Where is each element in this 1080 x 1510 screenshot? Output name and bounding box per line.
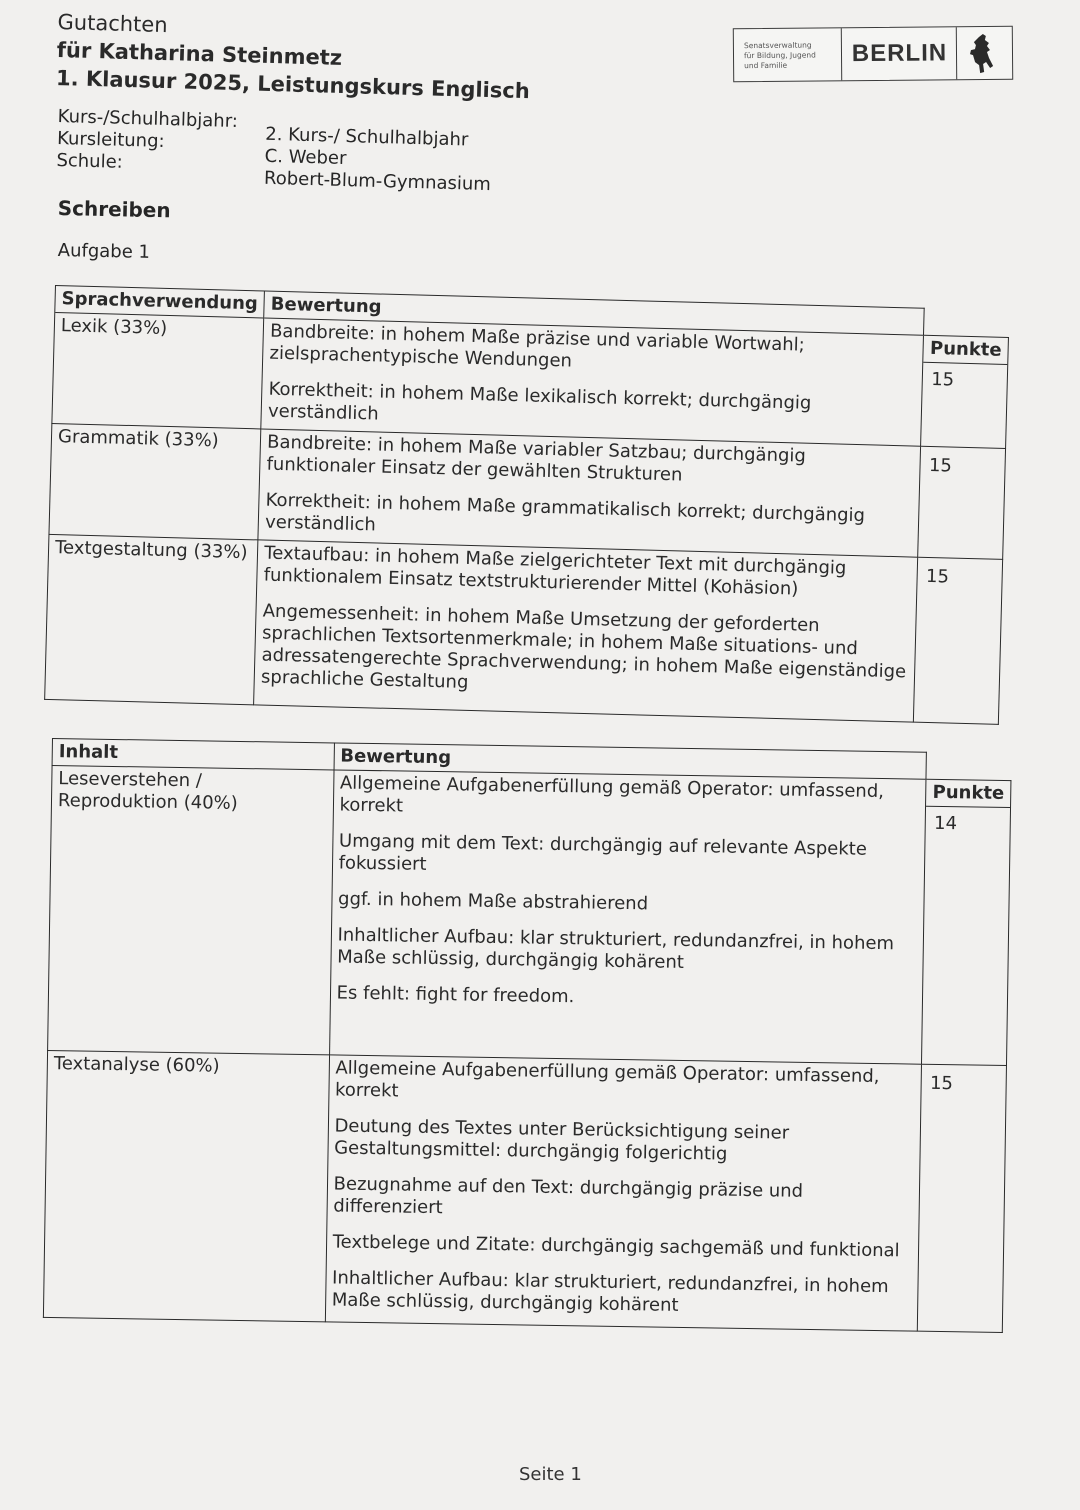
row-assessment	[254, 540, 918, 722]
berlin-logo	[733, 26, 1013, 82]
assessment-item: Korrektheit: in hohem Maße lexikalisch korrekt; durchgängig verständlich	[267, 378, 812, 425]
row-assessment	[325, 1055, 922, 1331]
meta-value: 2. Kurs-/ Schulhalbjahr	[264, 123, 469, 151]
assessment-item: Inhaltlicher Aufbau: klar strukturiert, redundanzfrei, in hohem Maße schlüssig, durchgängig kohärent	[337, 924, 895, 973]
meta-value: C. Weber	[264, 145, 347, 170]
assessment-item: Bezugnahme auf den Text: durchgängig präzise und differenziert	[333, 1173, 804, 1219]
assessment-item: Allgemeine Aufgabenerfüllung gemäß Operator: umfassend, korrekt	[334, 1057, 880, 1102]
row-category: Grammatik (33%)	[49, 423, 261, 539]
page-number: Seite 1	[519, 1464, 582, 1485]
language-assessment-table	[44, 285, 1010, 725]
assessment-item: Textaufbau: in hohem Maße zielgerichteter Text mit durchgängig funktionalem Einsatz textstrukturierender Mittel (Kohäsion)	[263, 542, 847, 600]
row-points	[914, 557, 1003, 724]
column-header-assessment: Bewertung	[334, 743, 927, 779]
logo-line: für Bildung, Jugend	[743, 50, 816, 61]
meta-info	[56, 106, 492, 196]
assessment-item: Korrektheit: in hohem Maße grammatikalisch korrekt; durchgängig verständlich	[264, 489, 866, 536]
content-assessment-table	[43, 738, 1012, 1333]
logo-city: BERLIN	[843, 27, 957, 80]
table-row	[45, 534, 1003, 724]
assessment-item: Es fehlt: fight for freedom.	[336, 982, 575, 1008]
row-points	[922, 779, 1011, 1065]
assessment-items	[326, 1055, 922, 1326]
assessment-items	[259, 429, 921, 556]
points-header: Punkte	[924, 336, 1008, 365]
row-points	[918, 446, 1005, 559]
assessment-item: Bandbreite: in hohem Maße variabler Satzbau; durchgängig funktionaler Einsatz der gewählten Strukturen	[266, 431, 807, 486]
assessment-item: Textbelege und Zitate: durchgängig sachgemäß und funktional	[332, 1231, 900, 1262]
logo-line: Senatsverwaltung	[743, 40, 812, 51]
assessment-item: Bandbreite: in hohem Maße präzise und variable Wortwahl; zielsprachentypische Wendungen	[269, 320, 806, 372]
meta-label: Kurs-/Schulhalbjahr:	[57, 106, 239, 133]
section-title: Schreiben	[57, 196, 171, 223]
table-row	[48, 766, 1011, 1066]
row-category: Textanalyse (60%)	[43, 1050, 329, 1321]
column-header-assessment: Bewertung	[264, 291, 925, 335]
assessment-items	[255, 540, 918, 711]
assessment-item: Umgang mit dem Text: durchgängig auf relevante Aspekte fokussiert	[338, 830, 868, 875]
document-title-block	[56, 8, 532, 105]
points-value: 15	[925, 565, 950, 588]
meta-value: Robert-Blum-Gymnasium	[263, 167, 492, 196]
document-title: Gutachten	[57, 9, 168, 38]
logo-authority-text	[734, 28, 842, 81]
row-category: Lexik (33%)	[52, 313, 264, 429]
exam-title: 1. Klausur 2025, Leistungskurs Englisch	[55, 65, 531, 104]
assessment-item: ggf. in hohem Maße abstrahierend	[337, 888, 649, 915]
column-header-category: Sprachverwendung	[55, 286, 265, 318]
column-header-category: Inhalt	[52, 739, 334, 770]
table-row	[43, 1050, 1006, 1332]
row-points	[921, 335, 1008, 448]
assessment-items	[330, 770, 925, 1019]
assessment-items	[262, 318, 924, 445]
assessment-item: Angemessenheit: in hohem Maße Umsetzung der geforderten sprachlichen Textsortenmerkmale; in hohem Maße situations- und adressatengerechte Sprachverwendung; in hohem Maße eigenständige sprachliche Gestaltung	[260, 600, 907, 693]
points-value: 15	[930, 368, 955, 391]
row-points	[918, 1064, 1007, 1332]
assessment-item: Allgemeine Aufgabenerfüllung gemäß Operator: umfassend, korrekt	[339, 772, 885, 817]
row-assessment	[329, 770, 926, 1064]
meta-label: Schule:	[56, 149, 124, 173]
row-category: Leseverstehen / Reproduktion (40%)	[48, 766, 334, 1055]
points-value: 15	[929, 1072, 954, 1095]
berlin-bear-icon	[957, 27, 1012, 79]
points-header: Punkte	[926, 780, 1010, 808]
row-assessment	[261, 318, 924, 446]
header-spacer	[924, 308, 1009, 337]
task-label: Aufgabe 1	[57, 240, 151, 263]
header-spacer	[926, 752, 1011, 780]
points-value: 15	[928, 454, 953, 477]
row-assessment	[258, 429, 921, 557]
student-name: für Katharina Steinmetz	[56, 37, 343, 70]
assessment-item: Inhaltlicher Aufbau: klar strukturiert, redundanzfrei, in hohem Maße schlüssig, durchgängig kohärent	[331, 1267, 889, 1316]
row-category: Textgestaltung (33%)	[45, 534, 258, 704]
logo-line: und Familie	[744, 60, 788, 71]
assessment-item: Deutung des Textes unter Berücksichtigung seiner Gestaltungsmittel: durchgängig folgerichtig	[334, 1115, 790, 1165]
points-value: 14	[933, 812, 958, 835]
meta-label: Kursleitung:	[56, 127, 165, 152]
